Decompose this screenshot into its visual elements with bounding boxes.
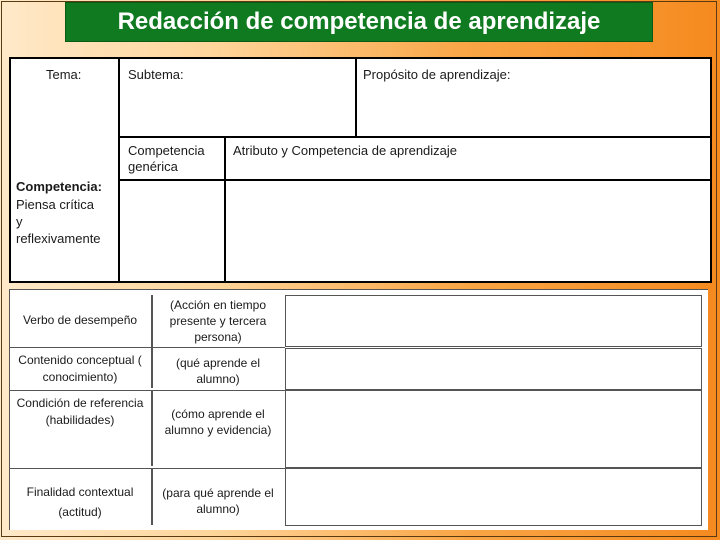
tema-label: Tema:: [46, 67, 82, 82]
subtema-label: Subtema:: [128, 67, 184, 82]
row-hint-finalidad: (para qué aprende el alumno): [162, 486, 274, 516]
cell-divider: [151, 348, 153, 388]
competencia-label: Competencia:: [16, 179, 102, 194]
row-hint-verbo: (Acción en tiempo presente y tercera persona): [169, 298, 267, 344]
column-divider: [355, 59, 357, 137]
proposito-label: Propósito de aprendizaje:: [363, 67, 511, 82]
competencia-generica-label: Competencia genérica: [128, 143, 205, 174]
column-divider: [224, 137, 226, 281]
cell-divider: [151, 295, 153, 347]
competencia-value: Piensa crítica y reflexivamente: [16, 197, 101, 246]
row-divider: [10, 347, 285, 348]
learning-competency-table: [9, 289, 708, 530]
row-divider: [118, 136, 710, 138]
finalidad-input-cell[interactable]: [285, 468, 702, 526]
row-label-verbo: Verbo de desempeño: [22, 312, 138, 327]
row-divider: [10, 468, 285, 469]
row-hint-contenido: (qué aprende el alumno): [175, 356, 261, 386]
row-label-contenido: Contenido conceptual ( conocimiento): [18, 353, 142, 384]
cell-divider: [151, 469, 153, 525]
slide-title: Redacción de competencia de aprendizaje: [65, 2, 653, 42]
column-divider: [118, 59, 120, 281]
cell-divider: [151, 391, 153, 466]
row-label-finalidad: Finalidad contextual (actitud): [26, 485, 134, 519]
competency-header-table: [9, 57, 712, 283]
row-label-condicion: Condición de referencia (habilidades): [16, 396, 144, 427]
contenido-input-cell[interactable]: [285, 348, 702, 390]
verbo-input-cell[interactable]: [285, 295, 702, 347]
row-hint-condicion: (cómo aprende el alumno y evidencia): [164, 407, 272, 437]
condicion-input-cell[interactable]: [285, 390, 702, 468]
atributo-label: Atributo y Competencia de aprendizaje: [233, 143, 458, 158]
row-divider: [118, 179, 710, 181]
row-divider: [10, 390, 285, 391]
